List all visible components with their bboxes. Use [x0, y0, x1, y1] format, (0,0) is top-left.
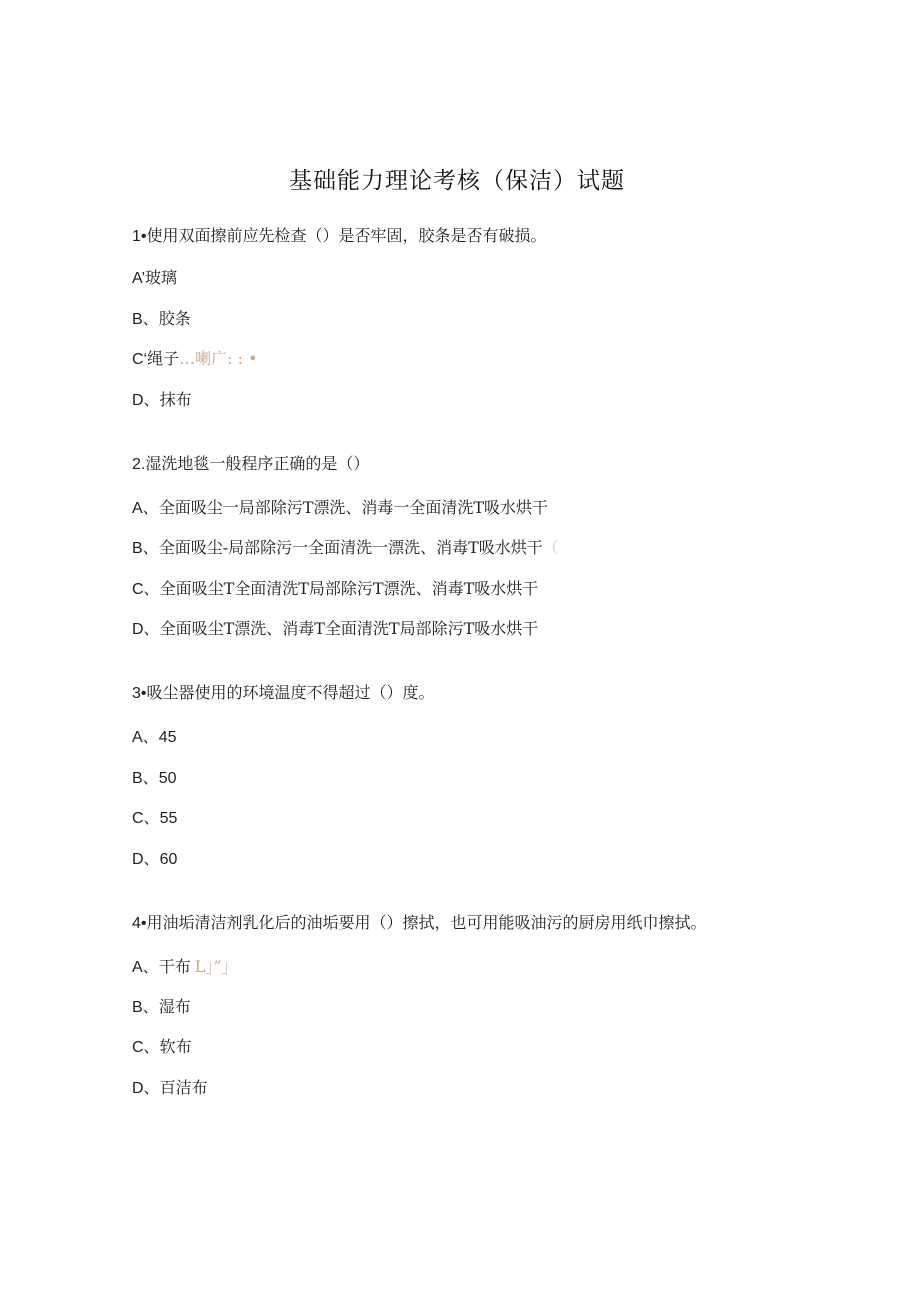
option-text: 抹布: [159, 390, 192, 409]
question-4-option-a: [132, 957, 238, 978]
option-text: 干布: [158, 957, 191, 976]
question-text: 湿洗地毯一般程序正确的是（）: [145, 454, 370, 473]
question-3-option-c: [132, 808, 177, 829]
option-label: B、: [132, 999, 159, 1016]
option-label: B、: [132, 540, 159, 557]
option-text: 全面吸尘T漂洗、消毒T全面清洗T局部除污T吸水烘干: [159, 619, 539, 638]
question-2-option-d: [132, 619, 538, 640]
option-label: A、: [132, 729, 159, 746]
question-1-stem: [132, 226, 547, 247]
question-1-option-c: [132, 349, 258, 370]
option-label: D、: [132, 1080, 160, 1097]
option-label: A’: [132, 270, 146, 287]
option-text: 45: [158, 729, 177, 746]
question-4-stem: [132, 913, 707, 934]
page-title: 基础能力理论考核（保洁）试题: [289, 168, 625, 194]
question-1-option-b: [132, 309, 191, 330]
option-text: 60: [159, 851, 178, 868]
option-text: 胶条: [158, 309, 191, 328]
question-2-option-a: [132, 498, 548, 519]
question-3-stem: [132, 683, 435, 704]
question-text: 吸尘器使用的环境温度不得超过（）度。: [146, 683, 435, 702]
question-2-option-c: [132, 579, 538, 600]
question-1-option-d: [132, 390, 192, 411]
question-2-stem: [132, 454, 369, 475]
question-number: 4•: [132, 915, 147, 932]
option-text: 玻璃: [145, 268, 178, 287]
option-label: B、: [132, 770, 159, 787]
question-4-option-c: [132, 1037, 192, 1058]
option-text: 全面吸尘一局部除污T漂洗、消毒一全面清洗T吸水烘干: [158, 498, 549, 517]
question-2-option-b: [132, 538, 559, 559]
option-label: D、: [132, 851, 160, 868]
question-text: 使用双面擦前应先检查（）是否牢固，胶条是否有破损。: [146, 226, 547, 245]
option-text: 全面吸尘T全面清洗T局部除污T漂洗、消毒T吸水烘干: [159, 579, 539, 598]
option-text: 湿布: [158, 997, 191, 1016]
option-label: B、: [132, 311, 159, 328]
question-4-option-b: [132, 997, 191, 1018]
option-label: C、: [132, 581, 160, 598]
scan-artifact: …喇广: : •: [179, 349, 258, 368]
question-number: 1•: [132, 228, 147, 245]
option-text: 绳子: [147, 349, 180, 368]
option-label: C、: [132, 810, 160, 827]
option-text: 软布: [159, 1037, 192, 1056]
question-text: 用油垢清洁剂乳化后的油垢要用（）擦拭，也可用能吸油污的厨房用纸巾擦拭。: [146, 913, 707, 932]
option-text: 全面吸尘-局部除污一全面清洗一漂洗、消毒T吸水烘干: [158, 538, 543, 557]
option-label: D、: [132, 621, 160, 638]
question-3-option-b: [132, 768, 176, 789]
question-4-option-d: [132, 1078, 208, 1099]
question-3-option-a: [132, 727, 176, 748]
option-text: 55: [159, 810, 178, 827]
question-number: 3•: [132, 685, 147, 702]
option-label: A、: [132, 959, 159, 976]
question-1-option-a: [132, 268, 177, 289]
option-label: C、: [132, 1039, 160, 1056]
scan-artifact: L」”」: [194, 957, 238, 976]
question-number: 2.: [132, 456, 146, 473]
option-label: A、: [132, 500, 159, 517]
scan-artifact: （: [542, 538, 559, 557]
option-label: D、: [132, 392, 160, 409]
option-label: C‘: [132, 351, 148, 368]
question-3-option-d: [132, 849, 177, 870]
option-text: 50: [158, 770, 177, 787]
option-text: 百洁布: [159, 1078, 208, 1097]
